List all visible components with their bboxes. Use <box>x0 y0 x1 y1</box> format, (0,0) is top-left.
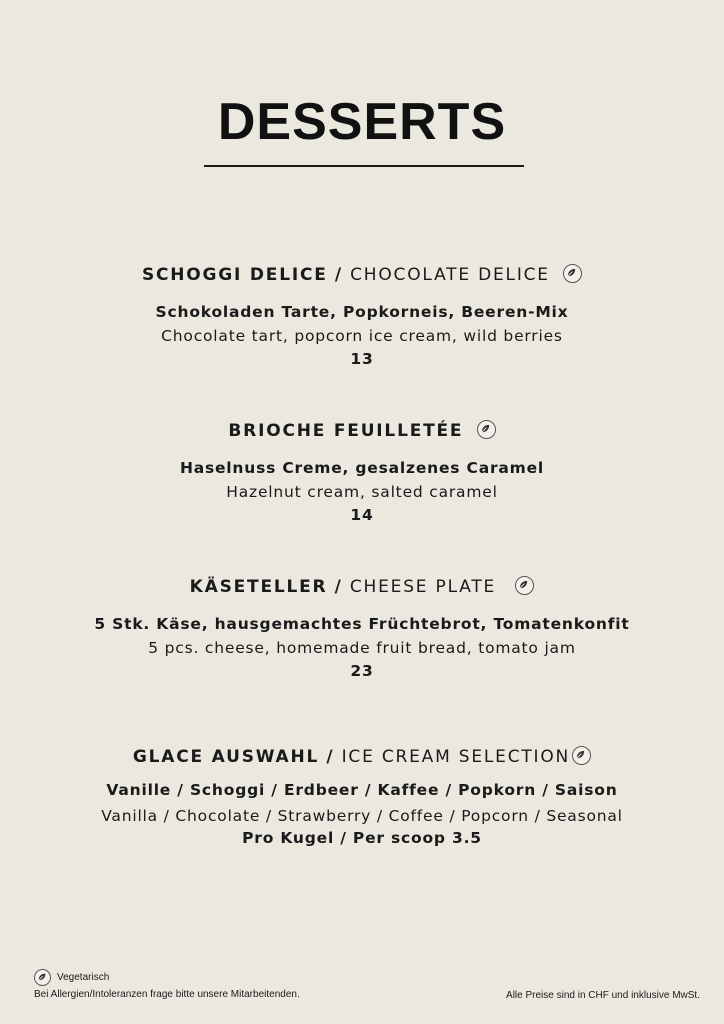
item-name-en: CHOCOLATE DELICE <box>350 265 550 285</box>
item-heading <box>0 746 724 767</box>
menu-item-kaeseteller <box>0 576 724 680</box>
allergy-note: Bei Allergien/Intoleranzen frage bitte unsere Mitarbeitenden. <box>34 989 300 1000</box>
item-separator: / <box>334 577 343 597</box>
menu-item-glace-auswahl <box>0 746 724 847</box>
item-description-de: Vanille / Schoggi / Erdbeer / Kaffee / Popkorn / Saison <box>106 781 618 799</box>
item-description-de: 5 Stk. Käse, hausgemachtes Früchtebrot, Tomatenkonfit <box>94 615 630 633</box>
vegetarian-leaf-icon <box>563 264 582 283</box>
item-name-de: SCHOGGI DELICE <box>141 265 328 285</box>
item-description-en: Vanilla / Chocolate / Strawberry / Coffee / Popcorn / Seasonal <box>101 807 623 825</box>
item-heading <box>0 576 724 597</box>
page-title: DESSERTS <box>217 93 507 151</box>
vegetarian-leaf-icon <box>477 420 496 439</box>
vegetarian-leaf-icon <box>515 576 534 595</box>
vegetarian-leaf-icon <box>572 746 591 765</box>
item-description-en: 5 pcs. cheese, homemade fruit bread, tomato jam <box>148 639 576 657</box>
vegetarian-leaf-icon <box>34 969 51 986</box>
vegetarian-legend <box>34 969 300 986</box>
menu-item-schoggi-delice <box>0 264 724 368</box>
item-heading <box>0 264 724 285</box>
item-description-en: Hazelnut cream, salted caramel <box>226 483 498 501</box>
item-separator: / <box>334 265 343 285</box>
item-name-en: ICE CREAM SELECTION <box>341 747 571 767</box>
item-name-de: GLACE AUSWAHL <box>132 747 320 767</box>
item-price: 23 <box>350 662 374 680</box>
item-heading <box>0 420 724 441</box>
item-description-de: Schokoladen Tarte, Popkorneis, Beeren-Mix <box>155 303 569 321</box>
item-price: 14 <box>350 506 374 524</box>
item-name-de: BRIOCHE FEUILLETÉE <box>228 421 464 441</box>
title-underline <box>204 165 524 167</box>
item-name-de: KÄSETELLER <box>189 577 328 597</box>
item-description-de: Haselnuss Creme, gesalzenes Caramel <box>179 459 545 477</box>
price-note: Alle Preise sind in CHF und inklusive MwSt. <box>506 990 700 1001</box>
vegetarian-label: Vegetarisch <box>57 972 110 983</box>
item-name-en: CHEESE PLATE <box>349 577 497 597</box>
menu-item-brioche-feuilletee <box>0 420 724 524</box>
item-description-en: Chocolate tart, popcorn ice cream, wild berries <box>161 327 563 345</box>
footer-legend <box>34 969 300 1000</box>
item-price: Pro Kugel / Per scoop 3.5 <box>242 829 482 847</box>
item-price: 13 <box>350 350 374 368</box>
item-separator: / <box>326 747 335 767</box>
